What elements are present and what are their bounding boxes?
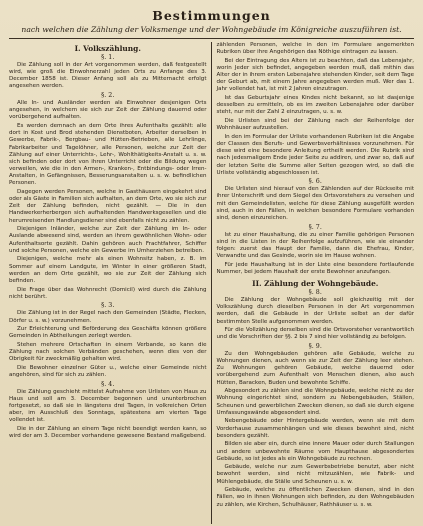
- paragraph-text: Zur Erleichterung und Beförderung des Geschäfts können größere Gemeinden in Abtheilungen zerlegt werden.: [9, 326, 207, 340]
- paragraph-text: Die Zählung geschieht mittelst Aufnahme von Urlisten von Haus zu Haus und soll am 3. December begonnen und ununterbrochen fortgesetzt, so daß sie in längstens drei Tagen, in volkreichen Orten aber, im Ausschluß des Sonntags, spätestens am vierten Tage vollendet ist.: [9, 388, 207, 424]
- page-subtitle: nach welchen die Zählung der Volksmenge und der Wohngebäude im Königreiche auszuführen ist.: [21, 25, 402, 34]
- paragraph-text: Abgesondert zu zählen sind die Wohngebäude, welche nicht zu der Wohnung eingerichtet sind, sondern zu Nebengebäuden, Ställen, Scheunen und gewerblichen Zwecken dienen, so daß sie durch eigene Umfassungswände abgesondert sind.: [216, 388, 414, 416]
- paragraph-text: Die Zählung ist in der Regel nach den Gemeinden (Städte, Flecken, Dörfer u. s. w.) vorzunehmen.: [9, 310, 207, 324]
- paragraph-number: §. 2.: [101, 92, 115, 100]
- paragraph-number: §. 4.: [101, 380, 115, 388]
- header-rule: [9, 38, 414, 39]
- paragraph-text: Die Zählung soll in der Art vorgenommen werden, daß festgestellt wird, wie groß die Einwohnerzahl jeden Orts zu Anfange des 3. December 1858 ist. Dieser Anfang soll als zu Mitternacht erfolgt angesehen werden.: [9, 62, 207, 90]
- paragraph-text: Für jede Haushaltung ist in der Liste eine besondere fortlaufende Nummer, bei jedem Haushalt der erste Bewohner anzufangen.: [216, 261, 414, 275]
- paragraph-number: §. 7.: [308, 223, 322, 231]
- paragraph-number: §. 8.: [308, 289, 322, 297]
- left-column: [9, 42, 211, 524]
- paragraph-text: Für die Vollzählung derselben sind die Ortsvorsteher verantwortlich und die Vorschriften der §§. 2 bis 7 sind hier vollständig zu befolgen.: [216, 327, 414, 341]
- page-title: Bestimmungen: [152, 8, 271, 23]
- paragraph-number: §. 9.: [308, 342, 322, 350]
- paragraph-text: Dagegen werden Personen, welche in Gasthäusern eingekehrt sind oder als Gäste in Familien sich aufhalten, an dem Orte, wo sie sich zur Zeit der Zählung befinden, nicht gezählt. — Die in den Handwerkerherbergen sich aufhaltenden Handwerksgesellen und die herumreisenden Handlungsdiener sind ebenfalls nicht zu zählen.: [9, 189, 207, 224]
- paragraph-text: Es werden demnach an dem Orte ihres Aufenthalts gezählt: alle dort in Kost und Brod stehenden Dienstboten, Arbeiter derselben in Gewerbe, Fabrik-, Bergbau- und Hütten-Betrieben, alle Lehrlinge, Fabrikarbeiter und Tagelöhner, alle Personen, welche zur Zeit der Zählung auf einer Unterrichts-, Lehr-, Wohlthätigkeits-Anstalt u. s. w. sich befinden oder dort von ihren Unterricht oder die Bildung wegen verweilen, wie die in den Armen-, Kranken-, Entbindungs- oder Irren-Anstalten, in Gefängnissen, Besserungsanstalten u. s. w. befindlichen Personen.: [9, 123, 207, 187]
- paragraph-text: Ist das Geburtsjahr eines Kindes nicht bekannt, so ist dasjenige desselben zu ermitteln, ob es im zweiten Lebensjahre oder darüber steht, nur mit der Zahl 2 einzutragen, u. s. w.: [216, 95, 414, 116]
- paragraph-text: zählenden Personen, welche in den im Formulare angemerkten Rubriken über ihre Angehörigen das Nöthige eintragen zu lassen.: [216, 42, 414, 56]
- paragraph-number: §. 6.: [308, 178, 322, 186]
- paragraph-text: Die Bewohner einzelner Güter u., welche einer Gemeinde nicht angehören, sind für sich zu zählen.: [9, 364, 207, 379]
- right-column: [211, 42, 415, 524]
- paragraph-text: In den im Formular der Urliste vorhandenen Rubriken ist die Angabe der Classen des Berufs- und Gewerbsverhältnisses vorzunehmen. Für diese wird eine besondere Anleitung ertheilt werden. Die Rubrik sind nach jedesmaligem Ende jeder Seite zu addiren, und zwar so, daß auf der letzten Seite die Summe aller Seiten gezogen wird, so daß die Urliste vollständig abgeschlossen ist.: [216, 133, 414, 176]
- section-heading-wohngebaeude: II. Zählung der Wohngebäude.: [252, 279, 379, 289]
- paragraph-text: Ist zu einer Haushaltung, die zu einer Familie gehörigen Personen sind in die Listen in der Reihenfolge aufzuführen, wie sie einander folgen: zuerst das Haupt der Familie, dann die Ehefrau, Kinder, Verwandte und das Gesinde, worin sie im Hause wohnen.: [216, 231, 414, 260]
- paragraph-text: Stehen mehrere Ortschaften in einem Verbande, so kann die Zählung nach solchen Verbänden geschehen, wenn dies von der Obrigkeit für zweckmäßig gehalten wird.: [9, 341, 207, 363]
- paragraph-text: Die Zählung der Wohngebäude soll gleichzeitig mit der Volkszählung durch dieselben Personen in der Art vorgenommen werden, daß die Gebäude in der Urliste selbst an der dafür bestimmten Stelle aufgenommen werden.: [216, 297, 414, 325]
- paragraph-text: Zu den Wohngebäuden gehören alle Gebäude, welche zu Wohnungen dienen, auch wenn sie zur Zeit der Zählung leer stehen. Zu Wohnungen gehören Gebäude, welche dauernd oder vorübergehend zum Aufenthalt von Menschen dienen, also auch Hütten, Baracken, Buden und bewohnte Schiffe.: [216, 350, 414, 386]
- paragraph-text: Bilden sie aber ein, durch eine innere Mauer oder durch Stallungen und andere unbewohnte Räume vom Haupthause abgesondertes Gebäude, so ist jedes als ein Wohngebäude zu rechnen.: [216, 441, 414, 462]
- paragraph-text: Die in der Zählung an einem Tage nicht beendigt werden kann, so wird der am 3. December vorhandene gewesene Bestand maßgebend.: [9, 426, 207, 440]
- paragraph-number: §. 1.: [101, 54, 115, 61]
- paragraph-text: Gebäude, welche nur zum Gewerbsbetriebe benutzt, aber nicht bewohnt werden, sind nicht mitzuzählen, wie Fabrik- und Mühlengebäude, die Ställe und Scheunen u. s. w.: [216, 464, 414, 485]
- paragraph-text: Diejenigen, welche mehr als einen Wohnsitz haben, z. B. im Sommer auf einem Landgute, im Winter in einer größeren Stadt, werden an dem Orte gezählt, wo sie zur Zeit der Zählung sich befinden.: [9, 256, 207, 284]
- paragraph-text: Bei der Eintragung des Alters ist zu beachten, daß das Lebensjahr, worin Jeder sich befindet, angegeben werden muß, daß mithin das Alter der in ihrem ersten Lebensjahre stehenden Kinder, seit dem Tage der Geburt ab, mit einem Jahre angegeben werden muß. Wer das 1. Jahr vollendet hat, ist mit 2 Jahren einzutragen.: [216, 57, 414, 93]
- section-heading-volkszaehlung: I. Volkszählung.: [74, 44, 141, 53]
- paragraph-number: §. 3.: [101, 302, 115, 310]
- paragraph-text: Die Frage über das Wohnrecht (Domicil) wird durch die Zählung nicht berührt.: [9, 286, 207, 300]
- paragraph-text: Die Urlisten sind bei der Zählung nach der Reihenfolge der Wohnhäuser aufzustellen.: [216, 118, 414, 132]
- paragraph-text: Alle In- und Ausländer werden als Einwohner desjenigen Orts angesehen, in welchem sie sich zur Zeit der Zählung dauernd oder vorübergehend aufhalten.: [9, 100, 207, 121]
- paragraph-text: Nebengebäude oder Hintergebäude werden, wenn sie mit dem Vorderhause zusammenhängen und wie dieses bewohnt sind, nicht besonders gezählt.: [216, 418, 414, 439]
- paragraph-text: Gebäude, welche zu öffentlichen Zwecken dienen, sind in den Fällen, wo in ihnen Wohnungen sich befinden, zu den Wohngebäuden zu zählen, wie Kirchen, Schulhäuser, Rathhäuser u. s. w.: [216, 487, 414, 508]
- text-columns: [9, 42, 414, 524]
- paragraph-text: Die Urlisten sind hierauf von den Zählenden auf der Rückseite mit ihrer Unterschrift und dem Siegel des Ortsvorstehers zu versehen und mit den Gemeindelisten, welche für diese Zählung ausgefüllt worden sind, auch in den Fällen, in welchen besondere Formulare vorhanden sind, denen einzureichen.: [216, 186, 414, 221]
- paragraph-text: Diejenigen Inländer, welche zur Zeit der Zählung im In- oder Auslande abwesend sind, werden an ihrem gewöhnlichen Wohn- oder Aufenthaltsorte gezählt. Dahin gehören auch Frachtfahrer, Schiffer und solche Personen, welche ein Gewerbe im Umherziehen betreiben.: [9, 226, 207, 254]
